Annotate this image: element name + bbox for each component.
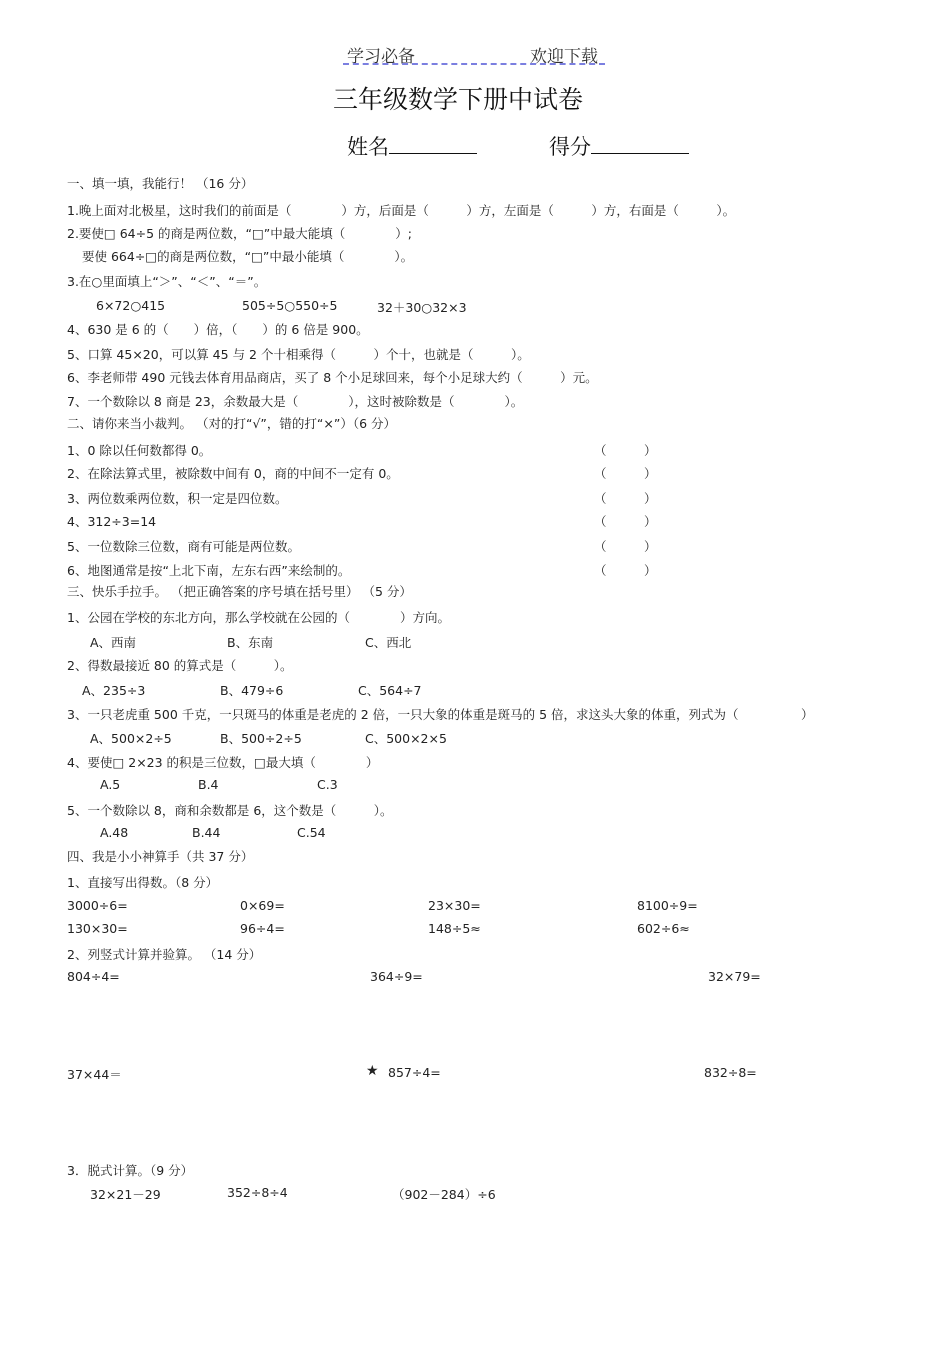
s4-mixed-item: （902－284）÷6 (392, 1187, 496, 1202)
name-label: 姓名 (347, 135, 389, 159)
s4-oral-item: 148÷5≈ (428, 921, 481, 936)
s1-q3-item: 505÷5○550÷5 (242, 298, 338, 313)
s4-vertical-item: 364÷9= (370, 969, 423, 984)
s2-bracket: （ ） (594, 466, 657, 481)
s2-item: 3、两位数乘两位数，积一定是四位数。 (67, 491, 288, 506)
s4-vertical-item: 857÷4= (388, 1065, 441, 1080)
s4-vertical-item: 832÷8= (704, 1065, 757, 1080)
s1-q3-item: 6×72○415 (96, 298, 166, 313)
s4-oral-item: 96÷4= (240, 921, 285, 936)
s4-vertical-item: 32×79= (708, 969, 761, 984)
s4-oral-item: 3000÷6= (67, 898, 128, 913)
section3-heading: 三、快乐手拉手。 （把正确答案的序号填在括号里） （5 分） (67, 584, 412, 599)
s3-option: C、西北 (365, 635, 412, 650)
s3-option: C.3 (317, 777, 338, 792)
s4-mixed-item: 32×21－29 (90, 1187, 161, 1202)
s4-sub1: 1、直接写出得数。（8 分） (67, 875, 219, 890)
s3-option: C.54 (297, 825, 326, 840)
s1-q5: 5、口算 45×20，可以算 45 与 2 个十相乘得（ ）个十，也就是（ ）。 (67, 347, 530, 362)
s2-item: 4、312÷3=14 (67, 514, 157, 529)
s4-sub2: 2、列竖式计算并验算。 （14 分） (67, 947, 262, 962)
header-left: 学习必备 (347, 47, 415, 67)
name-blank (389, 133, 477, 154)
s3-option: C、500×2×5 (365, 731, 447, 746)
s1-q4: 4、630 是 6 的（ ）倍，（ ）的 6 倍是 900。 (67, 322, 369, 337)
score-blank (591, 133, 689, 154)
s2-item: 1、0 除以任何数都得 0。 (67, 443, 212, 458)
star-icon: ★ (366, 1063, 379, 1079)
s1-q3-item: 32＋30○32×3 (377, 300, 467, 315)
header-dashed-line (343, 63, 605, 65)
s3-option: A、500×2÷5 (90, 731, 172, 746)
s3-q5: 5、一个数除以 8，商和余数都是 6，这个数是（ ）。 (67, 803, 393, 818)
s3-option: A.5 (100, 777, 121, 792)
s4-oral-item: 0×69= (240, 898, 285, 913)
s2-bracket: （ ） (594, 539, 657, 554)
s3-option: A.48 (100, 825, 129, 840)
s4-sub3: 3．脱式计算。（9 分） (67, 1163, 194, 1178)
s1-q7: 7、一个数除以 8 商是 23，余数最大是（ ），这时被除数是（ ）。 (67, 394, 524, 409)
s4-mixed-item: 352÷8÷4 (227, 1185, 288, 1200)
s3-option: C、564÷7 (358, 683, 422, 698)
s2-item: 5、一位数除三位数，商有可能是两位数。 (67, 539, 300, 554)
s2-bracket: （ ） (594, 514, 657, 529)
s3-q3: 3、一只老虎重 500 千克，一只斑马的体重是老虎的 2 倍，一只大象的体重是斑马的 5 倍，求这头大象的体重，列式为（ ） (67, 707, 814, 722)
s4-oral-item: 23×30= (428, 898, 481, 913)
s3-q2: 2、得数最接近 80 的算式是（ ）。 (67, 658, 293, 673)
s3-q1: 1、公园在学校的东北方向，那么学校就在公园的（ ）方向。 (67, 610, 450, 625)
s2-item: 6、地图通常是按“上北下南，左东右西”来绘制的。 (67, 563, 351, 578)
section2-heading: 二、请你来当小裁判。 （对的打“√”，错的打“×”）（6 分） (67, 416, 396, 431)
s2-item: 2、在除法算式里，被除数中间有 0，商的中间不一定有 0。 (67, 466, 399, 481)
s2-bracket: （ ） (594, 491, 657, 506)
s4-oral-item: 130×30= (67, 921, 128, 936)
s4-vertical-item: 37×44＝ (67, 1067, 122, 1082)
s3-option: B.44 (192, 825, 221, 840)
s4-vertical-item: 804÷4= (67, 969, 120, 984)
s2-bracket: （ ） (594, 563, 657, 578)
s3-option: B、500÷2÷5 (220, 731, 302, 746)
s2-bracket: （ ） (594, 443, 657, 458)
score-label: 得分 (549, 135, 591, 159)
s1-q2b: 要使 664÷□的商是两位数，“□”中最小能填（ ）。 (82, 249, 414, 264)
s3-q4: 4、要使□ 2×23 的积是三位数，□最大填（ ） (67, 755, 379, 770)
page-title: 三年级数学下册中试卷 (333, 85, 584, 114)
s3-option: A、西南 (90, 635, 137, 650)
s3-option: B、东南 (227, 635, 274, 650)
s3-option: B.4 (198, 777, 219, 792)
header-right: 欢迎下载 (530, 47, 598, 67)
section1-heading: 一、填一填，我能行！ （16 分） (67, 176, 254, 191)
score-field (549, 131, 689, 161)
s1-q3: 3.在○里面填上“＞”、“＜”、“＝”。 (67, 274, 267, 289)
s1-q2a: 2.要使□ 64÷5 的商是两位数，“□”中最大能填（ ）; (67, 226, 412, 241)
s4-oral-item: 602÷6≈ (637, 921, 690, 936)
name-field (347, 131, 477, 161)
s1-q1: 1.晚上面对北极星，这时我们的前面是（ ）方，后面是（ ）方，左面是（ ）方，右面是（ ）。 (67, 203, 736, 218)
s3-option: B、479÷6 (220, 683, 284, 698)
s4-oral-item: 8100÷9= (637, 898, 698, 913)
s1-q6: 6、李老师带 490 元钱去体育用品商店，买了 8 个小足球回来，每个小足球大约（ ）元。 (67, 370, 598, 385)
s3-option: A、235÷3 (82, 683, 146, 698)
section4-heading: 四、我是小小神算手（共 37 分） (67, 849, 254, 864)
